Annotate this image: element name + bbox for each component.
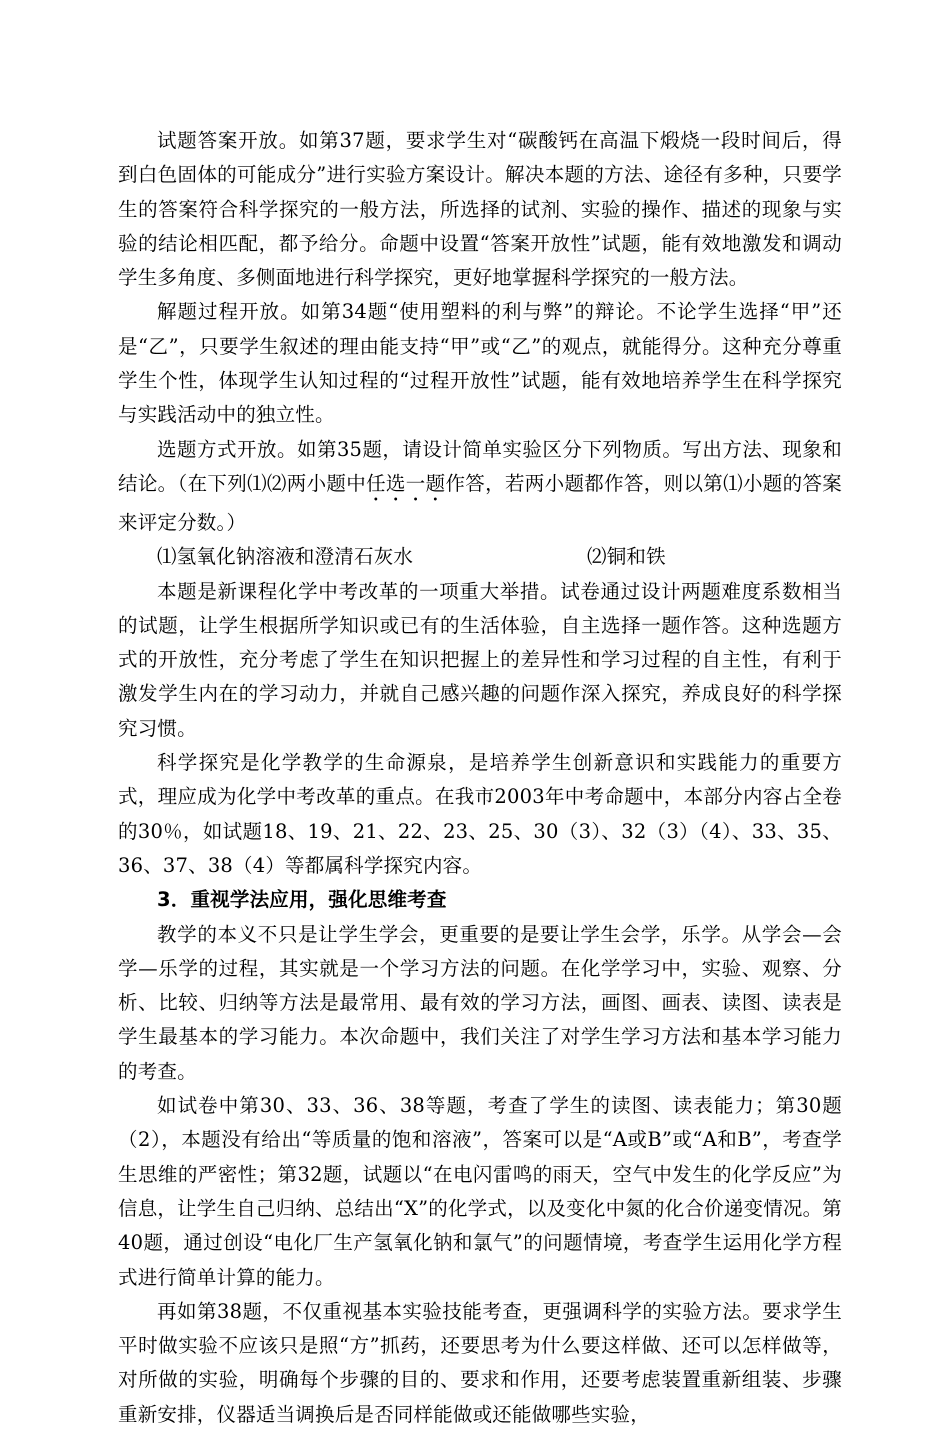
paragraph-scientific-inquiry: 科学探究是化学教学的生命源泉，是培养学生创新意识和实践能力的重要方式，理应成为化学中考改革的重点。在我市2003年中考命题中，本部分内容占全卷的30％，如试题18、19、21、22、23、25、30（3）、32（3）（4）、33、35、36、37、38（4）等都属科学探究内容。 — [118, 751, 842, 877]
document-body — [118, 124, 842, 1432]
emphasized-text: 任选一题 — [366, 471, 446, 495]
paragraph-process-open: 解题过程开放。如第34题“使用塑料的利与弊”的辩论。不论学生选择“甲”还是“乙”，只要学生叙述的理由能支持“甲”或“乙”的观点，就能得分。这种充分尊重学生个性，体现学生认知过程的“过程开放性”试题，能有效地培养学生在科学探究与实践活动中的独立性。 — [118, 300, 842, 427]
paragraph-answer-open: 试题答案开放。如第37题，要求学生对“碳酸钙在高温下煅烧一段时间后，得到白色固体的可能成分”进行实验方案设计。解决本题的方法、途径有多种，只要学生的答案符合科学探究的一般方法，所选择的试剂、实验的操作、描述的现象与实验的结论相匹配，都予给分。命题中设置“答案开放性”试题，能有效地激发和调动学生多角度、多侧面地进行科学探究，更好地掌握科学探究的一般方法。 — [118, 129, 842, 290]
option-two: ⑵铜和铁 — [587, 545, 666, 569]
paragraph-selection-open — [118, 433, 842, 541]
paragraph-text: 选题方式开放。如第35题，请设计简单实验区分下列物质。写出方法、现象和结论。（在下列⑴⑵两小题中 — [118, 437, 842, 495]
paragraph-examples: 如试卷中第30、33、36、38等题，考查了学生的读图、读表能力；第30题（2），本题没有给出“等质量的饱和溶液”，答案可以是“A或B”或“A和B”，考查学生思维的严密性；第32题，试题以“在电闪雷鸣的雨天，空气中发生的化学反应”为信息，让学生自己归纳、总结出“X”的化学式，以及变化中氮的化合价递变情况。第40题，通过创设“电化厂生产氢氧化钠和氯气”的问题情境，考查学生运用化学方程式进行简单计算的能力。 — [118, 1094, 842, 1289]
paragraph-experiment-methods: 再如第38题，不仅重视基本实验技能考查，更强调科学的实验方法。要求学生平时做实验不应该只是照“方”抓药，还要思考为什么要这样做、还可以怎样做等，对所做的实验，明确每个步骤的目的、要求和作用，还要考虑装置重新组装、步骤重新安排，仪器适当调换后是否同样能做或还能做哪些实验， — [118, 1299, 842, 1426]
section-heading: 3．重视学法应用，强化思维考查 — [157, 888, 447, 912]
option-one: ⑴氢氧化钠溶液和澄清石灰水 — [157, 545, 414, 569]
paragraph-learning-methods: 教学的本义不只是让学生学会，更重要的是要让学生会学，乐学。从学会—会学—乐学的过程，其实就是一个学习方法的问题。在化学学习中，实验、观察、分析、比较、归纳等方法是最常用、最有效的学习方法，画图、画表、读图、读表是学生最基本的学习能力。本次命题中，我们关注了对学生学习方法和基本学习能力的考查。 — [118, 922, 842, 1083]
paragraph-reform-measure: 本题是新课程化学中考改革的一项重大举措。试卷通过设计两题难度系数相当的试题，让学生根据所学知识或已有的生活体验，自主选择一题作答。这种选题方式的开放性，充分考虑了学生在知识把握上的差异性和学习过程的自主性，有利于激发学生内在的学习动力，并就自己感兴趣的问题作深入探究，养成良好的科学探究习惯。 — [118, 579, 842, 740]
paragraph-text: 作答，若两小题都作答，则以第⑴小题的答案来评定分数。） — [118, 471, 842, 534]
question-options — [118, 540, 842, 574]
